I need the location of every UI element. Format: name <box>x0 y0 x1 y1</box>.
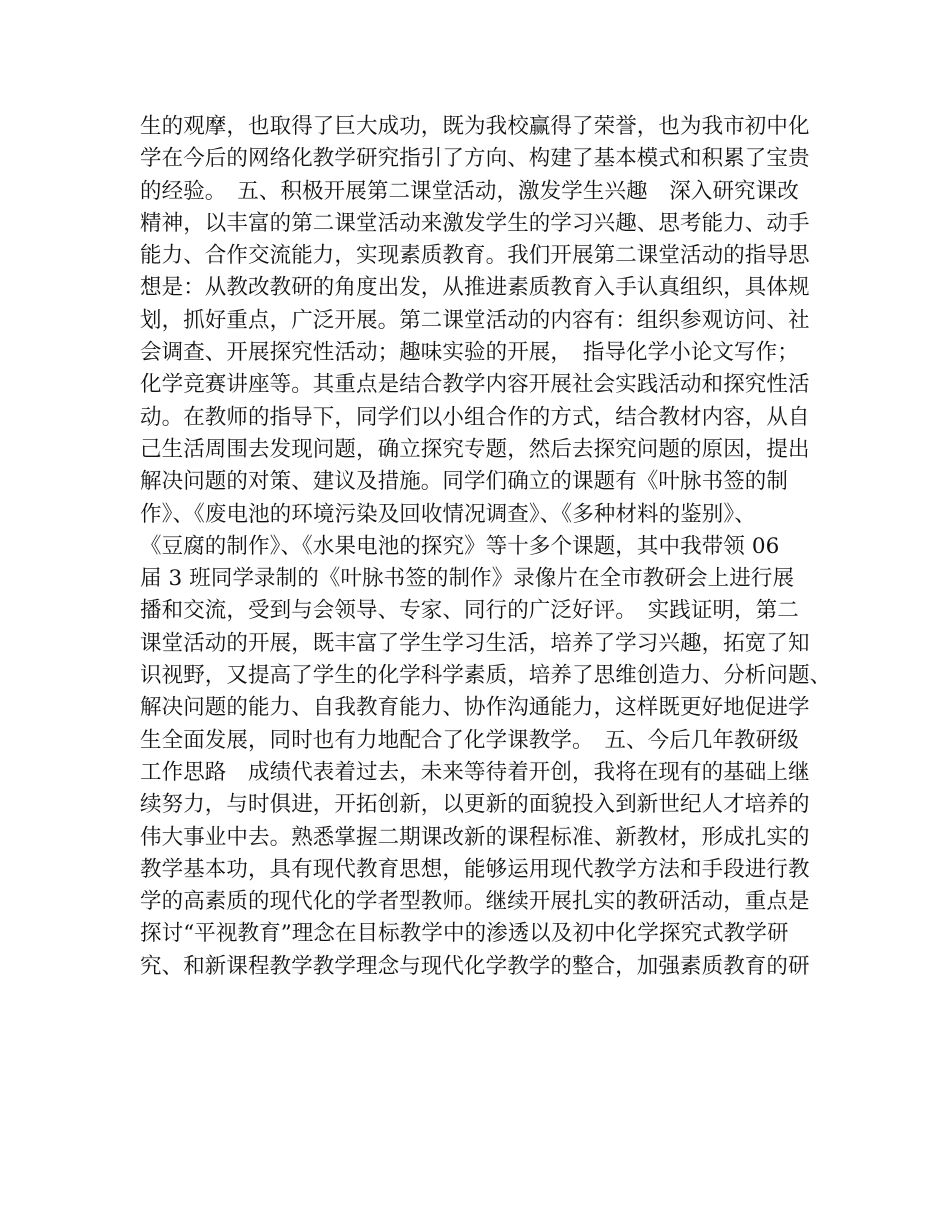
text-line: 生的观摩，也取得了巨大成功，既为我校赢得了荣誉，也为我市初中化 <box>140 114 810 139</box>
text-line: 己生活周围去发现问题，确立探究专题，然后去探究问题的原因，提出 <box>140 436 810 462</box>
text-line: 届 3 班同学录制的《叶脉书签的制作》录像片在全市教研会上进行展 <box>140 566 795 592</box>
text-line: 生全面发展，同时也有力地配合了化学课教学。 五、今后几年教研级 <box>140 727 799 753</box>
text-line: 教学基本功，具有现代教育思想，能够运用现代教学方法和手段进行教 <box>140 856 810 882</box>
text-line: 学在今后的网络化教学研究指引了方向、构建了基本模式和积累了宝贵 <box>140 146 810 172</box>
text-line: 能力、合作交流能力，实现素质教育。我们开展第二课堂活动的指导思 <box>140 243 810 269</box>
text-line: 工作思路 成绩代表着过去，未来等待着开创，我将在现有的基础上继 <box>140 759 810 785</box>
text-line: 探讨“平视教育”理念在目标教学中的渗透以及初中化学探究式教学研 <box>140 921 789 947</box>
text-line: 作》、《废电池的环境污染及回收情况调查》、《多种材料的鉴别》、 <box>140 501 756 527</box>
text-line: 想是：从教改教研的角度出发，从推进素质教育入手认真组织，具体规 <box>140 275 810 301</box>
text-line: 解决问题的对策、建议及措施。同学们确立的课题有《叶脉书签的制 <box>140 469 789 495</box>
text-line: 究、和新课程教学教学理念与现代化学教学的整合，加强素质教育的研 <box>140 953 810 979</box>
text-line: 学的高素质的现代化的学者型教师。继续开展扎实的教研活动，重点是 <box>140 889 810 915</box>
text-line: 《豆腐的制作》、《水果电池的探究》等十多个课题，其中我带领 06 <box>140 533 780 559</box>
text-line: 会调查、开展探究性活动；趣味实验的开展， 指导化学小论文写作； <box>140 340 799 366</box>
text-line: 划，抓好重点，广泛开展。第二课堂活动的内容有：组织参观访问、社 <box>140 307 810 333</box>
text-line: 播和交流，受到与会领导、专家、同行的广泛好评。 实践证明，第二 <box>140 598 799 624</box>
text-line: 动。在教师的指导下，同学们以小组合作的方式，结合教材内容，从自 <box>140 404 810 430</box>
text-line: 精神，以丰富的第二课堂活动来激发学生的学习兴趣、思考能力、动手 <box>140 210 810 236</box>
text-line: 解决问题的能力、自我教育能力、协作沟通能力，这样既更好地促进学 <box>140 695 810 721</box>
text-line: 的经验。 五、积极开展第二课堂活动，激发学生兴趣 深入研究课改 <box>140 178 799 204</box>
text-line: 伟大事业中去。熟悉掌握二期课改新的课程标准、新教材，形成扎实的 <box>140 824 810 850</box>
text-line: 续努力，与时俱进，开拓创新，以更新的面貌投入到新世纪人才培养的 <box>140 792 810 818</box>
text-line: 化学竞赛讲座等。其重点是结合教学内容开展社会实践活动和探究性活 <box>140 372 810 398</box>
text-line: 识视野，又提高了学生的化学科学素质，培养了思维创造力、分析问题、 <box>140 663 832 689</box>
text-line: 课堂活动的开展，既丰富了学生学习生活，培养了学习兴趣，拓宽了知 <box>140 630 810 656</box>
body-text <box>140 111 840 983</box>
